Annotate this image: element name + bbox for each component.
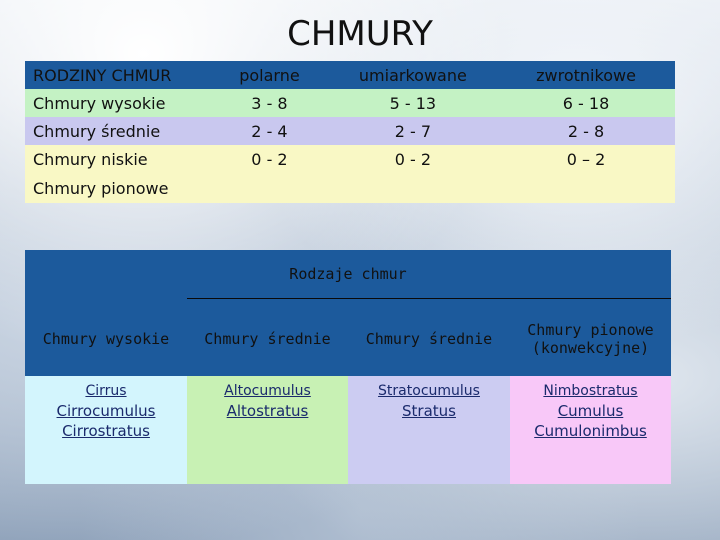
table-row — [25, 145, 675, 173]
cloud-name: Cirrocumulus — [56, 402, 156, 420]
header-tropical: zwrotnikowe — [536, 65, 636, 85]
column-header-high: Chmury wysokie — [42, 330, 170, 348]
cloud-name: Stratocumulus — [378, 383, 480, 399]
header-temperate: umiarkowane — [358, 65, 467, 85]
table-row — [25, 117, 675, 145]
cloud-name: Altocumulus — [224, 383, 311, 399]
cloud-name: Nimbostratus — [543, 383, 638, 399]
cell-value: 2 - 8 — [567, 121, 605, 141]
cloud-types-table — [25, 250, 671, 484]
cloud-types-caption-bar — [25, 250, 671, 302]
table-header-row — [25, 61, 675, 89]
row-label: Chmury średnie — [33, 121, 161, 141]
column-vertical-clouds — [510, 376, 671, 484]
caption-divider — [187, 298, 671, 299]
cloud-height-table — [25, 61, 675, 203]
table-row — [25, 173, 675, 203]
cell-value: 2 - 7 — [394, 121, 432, 141]
cell-value — [329, 173, 497, 203]
cell-value: 0 – 2 — [566, 149, 606, 169]
header-families: RODZINY CHMUR — [33, 65, 172, 85]
cell-value: 3 - 8 — [251, 93, 288, 113]
cloud-name: Cirrus — [85, 383, 127, 399]
cell-value: 2 - 4 — [251, 121, 288, 141]
cloud-name: Altostratus — [226, 402, 309, 420]
cloud-types-header-row — [25, 302, 671, 376]
column-low-clouds — [348, 376, 510, 484]
table-row — [25, 89, 675, 117]
cloud-name: Cirrostratus — [62, 422, 150, 440]
header-polar: polarne — [239, 65, 300, 85]
page-title: CHMURY — [287, 14, 433, 54]
cloud-types-caption: Rodzaje chmur — [289, 265, 407, 283]
cloud-name: Cumulus — [557, 402, 624, 420]
column-high-clouds — [25, 376, 187, 484]
column-header-middle-2: Chmury średnie — [365, 330, 493, 348]
cell-value: 0 - 2 — [251, 149, 288, 169]
cloud-name: Cumulonimbus — [534, 422, 647, 440]
row-label: Chmury wysokie — [33, 93, 166, 113]
cell-value: 6 - 18 — [562, 93, 610, 113]
cell-value: 5 - 13 — [389, 93, 437, 113]
column-header-vertical: Chmury pionowe (konwekcyjne) — [527, 321, 654, 357]
cloud-name: Stratus — [402, 402, 456, 420]
column-header-middle: Chmury średnie — [204, 330, 331, 348]
cell-value: 0 - 2 — [394, 149, 432, 169]
cell-value — [210, 173, 328, 203]
row-label: Chmury niskie — [33, 149, 148, 169]
cell-value — [497, 173, 675, 203]
row-label: Chmury pionowe — [33, 178, 169, 198]
column-middle-clouds — [187, 376, 348, 484]
